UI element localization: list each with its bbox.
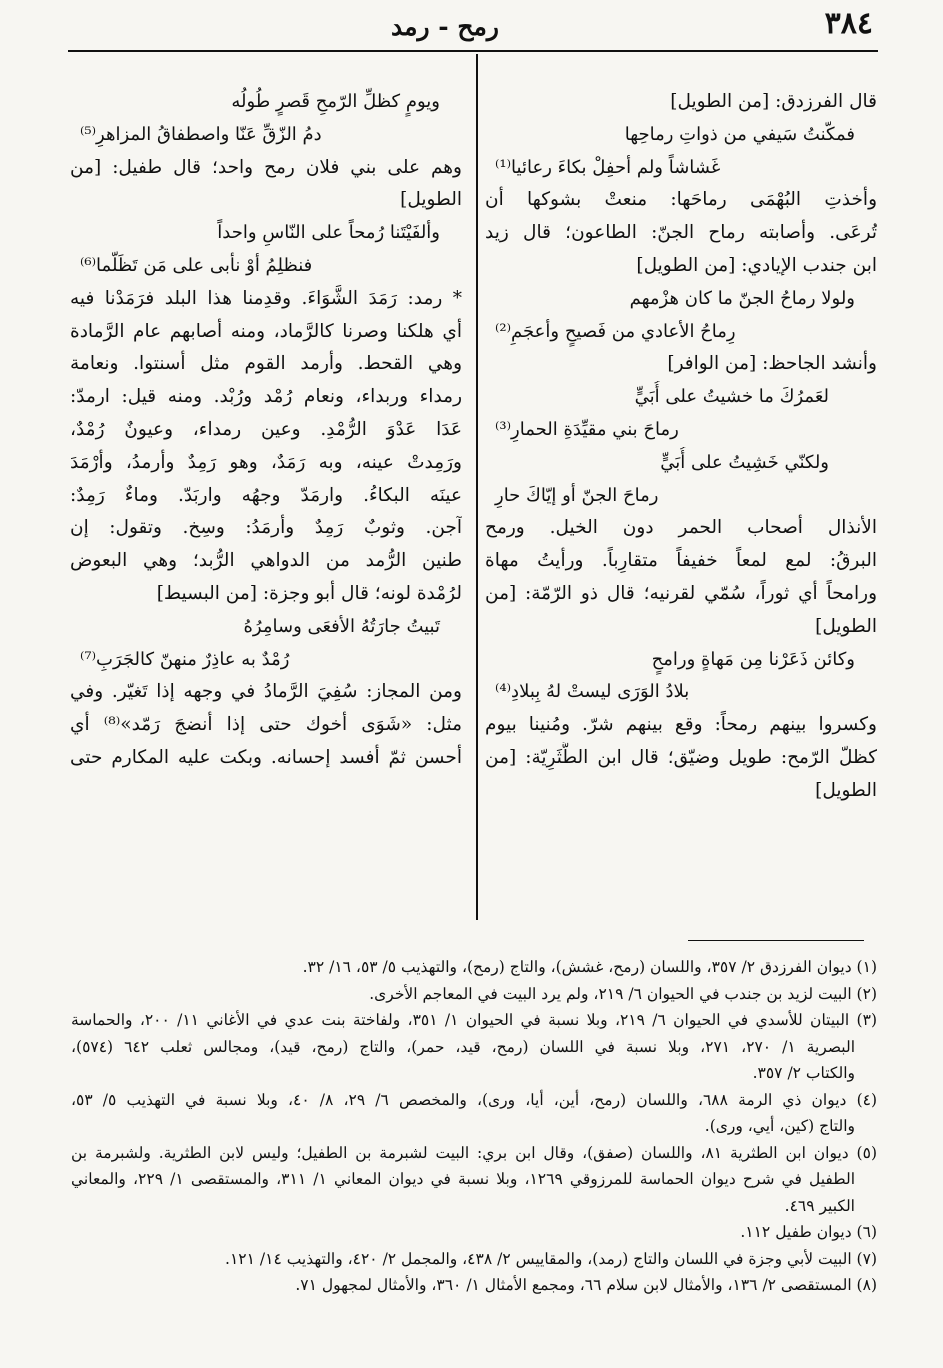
running-title: رمح - رمد bbox=[391, 12, 499, 41]
page-number: ٣٨٤ bbox=[824, 6, 873, 41]
text-line: وهي القحط. وأرمد القوم مثل أسنتوا. ونعامة bbox=[70, 353, 462, 375]
verse-line: رماحَ بني مقيِّدَةِ الحمارِ⁽³⁾ bbox=[495, 418, 679, 440]
verse-line: فمكّنتُ سَيفي من ذواتِ رماحِها bbox=[624, 123, 855, 145]
text-line: عينَه البكاءُ. وارمَدّ وجهُه واربَدّ. وماءٌ رَمِدٌ: bbox=[70, 484, 462, 506]
text-line: وهم على بني فلان رمح واحد؛ قال طفيل: [من bbox=[70, 156, 462, 178]
text-line: ورَمِدتْ عينه، وبه رَمَدٌ، وهو رَمِدٌ وأرمدُ، وأرْمَدَ bbox=[70, 451, 462, 473]
text-line: وأخذتِ البُهْمَى رماحَها: منعتْ بشوكها أن bbox=[485, 189, 877, 211]
footnote-continuation: الطفيل في شرح ديوان الحماسة للمرزوقي ١٢٦٩، وبلا نسبة في ديوان المعاني ١/ ٣١١، والمستقصى ١/ ٢٢٩، والمعاني bbox=[71, 1170, 856, 1188]
text-line: عَدَا عَدْوَ الرُّمْدِ. وعين رمداء، وعيونٌ رُمْدٌ، bbox=[70, 418, 462, 440]
text-line: وكسروا بينهم رمحاً: وقع بينهم شرّ. ومُنينا بيوم bbox=[485, 714, 877, 736]
verse-line: ولكنّي خَشِيتُ على أُبَيٍّ bbox=[660, 451, 829, 473]
text-line: الطويل] bbox=[815, 615, 877, 637]
text-line: أي هلكنا وصرنا كالرَّماد، ومنه أصابهم عام الرَّمادة bbox=[70, 320, 462, 342]
footnote-continuation: الكبير ٤٦٩. bbox=[784, 1196, 855, 1215]
footnotes bbox=[71, 954, 877, 1299]
text-line: ورامحاً أي ثوراً، سُمّي لقرنيه؛ قال ذو الرّمّة: [من bbox=[485, 582, 877, 604]
text-line: وأنشد الجاحظ: [من الوافر] bbox=[667, 353, 877, 375]
verse-line: تَبيتُ جارَتُهُ الأفعَى وسامِرُهُ bbox=[243, 615, 440, 637]
footnote: (٨) المستقصى ٢/ ١٣٦، والأمثال لابن سلام ٦٦، ومجمع الأمثال ١/ ٣٦٠، والأمثال لمجهول ٧١. bbox=[295, 1276, 877, 1294]
verse-line: فنظلِمُ أوْ نأبى على مَن تَظَلّما⁽⁶⁾ bbox=[80, 254, 313, 276]
verse-line: رُمْدٌ به عاذِرٌ منهنّ كالجَرَبِ⁽⁷⁾ bbox=[80, 648, 290, 670]
footnote: (٦) ديوان طفيل ١١٢. bbox=[740, 1223, 877, 1241]
column-divider bbox=[476, 54, 478, 920]
page-header bbox=[0, 0, 943, 50]
text-line: كظلّ الرّمح: طويل وضيّق؛ قال ابن الطَّثَرِيّة: [من bbox=[485, 746, 877, 768]
text-line: الأنذال أصحاب الحمر دون الخيل. ورمح bbox=[485, 517, 877, 539]
footnote: (٧) البيت لأبي وجزة في اللسان والتاج (رمد)، والمقاييس ٢/ ٤٣٨، والمجمل ٢/ ٤٢٠، والتهذيب ١٤/ ١٢١. bbox=[225, 1249, 877, 1268]
text-line: أحسن ثمّ أفسد إحسانه. وبكت عليه المكارم حتى bbox=[70, 746, 462, 768]
text-line: الطويل] bbox=[815, 779, 877, 801]
header-rule bbox=[68, 50, 878, 52]
entry-start-line: * رمد: رَمَدَ الشَّوَاءَ. وقدِمنا هذا البلد فرَمَدْنا فيه bbox=[70, 287, 462, 309]
text-line: تُرعَى. وأصابته رماح الجنّ: الطاعون؛ قال زيد bbox=[485, 222, 877, 244]
verse-line: بلادُ الوَرَى ليستْ لهُ بِبلادِ⁽⁴⁾ bbox=[495, 681, 690, 703]
left-column bbox=[70, 86, 462, 775]
footnote: (٣) البيتان للأسدي في الحيوان ٦/ ٢١٩، وبلا نسبة في الحيوان ١/ ٣٥١، ولفاختة بنت عدي في الأغاني ١١/ ٢٠٠، والحماسة bbox=[71, 1011, 877, 1029]
verse-line: دمُ الزّقِّ عَنّا واصطفاقُ المزاهرِ⁽⁵⁾ bbox=[80, 123, 322, 145]
text-line: رمداء وربداء، ونعام رُمْد ورُبْد. ومنه قيل: ارمدّ: bbox=[70, 386, 462, 408]
text-line: مثل: «شَوَى أخوك حتى إذا أنضجَ رَمّد»⁽⁸⁾ أي bbox=[70, 714, 462, 736]
verse-line: لعَمرُكَ ما خشيتُ على أُبَيٍّ bbox=[634, 386, 829, 408]
verse-line: ولولا رماحُ الجنّ ما كان هزْمهم bbox=[629, 287, 855, 309]
footnote-continuation: والكتاب ٢/ ٣٥٧. bbox=[752, 1064, 855, 1082]
text-line: ومن المجاز: سُفِيَ الرَّمادُ في وجهه إذا تَغيّر. وفي bbox=[70, 681, 462, 703]
verse-line: وألفَيْتَنا رُمحاً على النّاسِ واحداً bbox=[217, 222, 440, 244]
verse-line: وكائن ذَعَرْنا مِن مَهاةٍ ورامحٍ bbox=[651, 648, 855, 670]
text-line: البرقُ: لمع لمعاً خفيفاً متقارِباً. ورأيتُ مهاة bbox=[485, 550, 877, 572]
text-line: قال الفرزدق: [من الطويل] bbox=[670, 91, 877, 112]
footnote-continuation: والتاج (كين، أيي، ورى). bbox=[704, 1117, 855, 1135]
verse-line: غَشاشاً ولم أحفِلْ بكاءَ رعائيا⁽¹⁾ bbox=[495, 156, 721, 178]
right-column bbox=[485, 86, 877, 808]
text-line: طنين الرُّمد من الدواهي الرُّبد؛ وهي البعوض bbox=[70, 550, 462, 572]
footnote: (١) ديوان الفرزدق ٢/ ٣٥٧، واللسان (رمح، غشش)، والتاج (رمح)، والتهذيب ٥/ ٥٣، ١٦/ ٣٢. bbox=[302, 958, 877, 976]
footnote: (٢) البيت لزيد بن جندب في الحيوان ٦/ ٢١٩، ولم يرد البيت في المعاجم الأخرى. bbox=[369, 984, 877, 1003]
verse-line: ويومٍ كظلِّ الرّمحِ قَصرٍ طُولُه bbox=[231, 91, 440, 112]
text-line: ابن جندب الإيادي: [من الطويل] bbox=[636, 254, 877, 276]
footnote-continuation: البصرية ١/ ٢٧٠، ٢٧١، وبلا نسبة في اللسان (رمح، قيد، حمر)، والتاج (رمح، قيد)، ومجالس ثعلب ٦٤٢ (٥٧٤)، bbox=[71, 1037, 855, 1056]
text-line: لرُمْدة لونه؛ قال أبو وجزة: [من البسيط] bbox=[156, 582, 462, 604]
footnote-rule bbox=[688, 940, 864, 941]
footnote: (٤) ديوان ذي الرمة ٦٨٨، واللسان (رمح، أين، أيا، ورى)، والمخصص ٦/ ٢٩، ٨/ ٤٠، وبلا نسبة في التهذيب ٥/ ٥٣، bbox=[71, 1090, 877, 1109]
text-line: آجن. وثوبٌ رَمِدٌ وأرمَدُ: وسِخ. وتقول: إن bbox=[70, 517, 462, 539]
verse-line: رماحَ الجنّ أو إيّاكَ حارِ bbox=[495, 484, 659, 506]
footnote: (٥) ديوان ابن الطثرية ٨١، واللسان (صفق)، وقال ابن بري: البيت لشبرمة بن الطفيل؛ وليس لابن الطثرية. ولشبرمة بن bbox=[71, 1143, 877, 1162]
text-line: الطويل] bbox=[400, 189, 462, 211]
verse-line: رِماحُ الأعادي من فَصيحٍ وأعجَمِ⁽²⁾ bbox=[495, 320, 736, 342]
